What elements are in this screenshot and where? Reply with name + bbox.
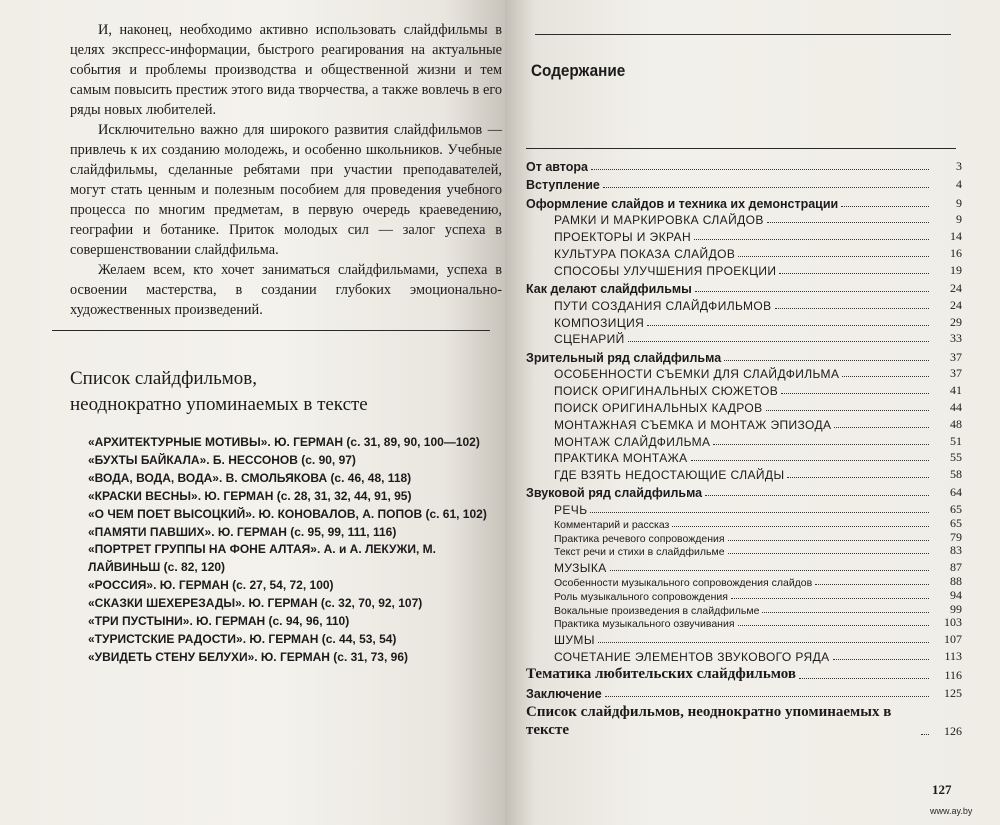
- toc-entry-label: МОНТАЖНАЯ СЪЕМКА И МОНТАЖ ЭПИЗОДА: [554, 417, 832, 432]
- toc-entry: [526, 227, 962, 244]
- toc-entry-label: МУЗЫКА: [554, 561, 607, 576]
- toc-entry-page: 29: [950, 314, 962, 329]
- toc-leader-dots: [833, 658, 929, 660]
- toc-leader-dots: [841, 205, 929, 207]
- film-item: «БУХТЫ БАЙКАЛА». Б. НЕССОНОВ (с. 90, 97): [88, 452, 356, 467]
- toc-entry: [526, 482, 962, 500]
- toc-entry-label: Роль музыкального сопровождения: [554, 590, 728, 603]
- toc-leader-dots: [738, 624, 929, 626]
- film-item: «ТРИ ПУСТЫНИ». Ю. ГЕРМАН (с. 94, 96, 110): [88, 614, 350, 629]
- film-item: «РОССИЯ». Ю. ГЕРМАН (с. 27, 54, 72, 100): [88, 578, 334, 593]
- toc-entry-page: 44: [950, 399, 962, 414]
- toc-entry: [526, 261, 962, 278]
- toc-leader-dots: [799, 677, 929, 679]
- toc-entry: [526, 465, 962, 482]
- toc-entry: [526, 664, 962, 683]
- toc-entry: [526, 701, 962, 739]
- toc-entry-page: 24: [950, 280, 962, 295]
- toc-entry-label: Список слайдфильмов, неоднократно упоминаемых в тексте: [526, 704, 892, 739]
- toc-entry: [526, 211, 962, 228]
- film-item: «СКАЗКИ ШЕХЕРЕЗАДЫ». Ю. ГЕРМАН (с. 32, 70, 92, 107): [88, 596, 423, 611]
- toc-entry: [526, 313, 962, 330]
- toc-leader-dots: [767, 221, 929, 223]
- toc-entry: [526, 449, 962, 466]
- toc-entry: [526, 415, 962, 432]
- toc-entry-page: 41: [950, 383, 962, 398]
- film-list-title-line1: Список слайдфильмов,: [70, 368, 257, 389]
- toc-leader-dots: [728, 552, 929, 554]
- watermark: www.ay.by: [930, 806, 973, 816]
- film-item: «АРХИТЕКТУРНЫЕ МОТИВЫ». Ю. ГЕРМАН (с. 31, 89, 90, 100—102): [88, 435, 480, 449]
- toc-entry-page: 107: [944, 632, 962, 647]
- toc-leader-dots: [672, 525, 929, 527]
- toc-entry-page: 14: [950, 229, 962, 244]
- toc-entry-page: 126: [944, 724, 962, 739]
- toc-entry: [526, 432, 962, 449]
- toc-entry: [526, 617, 962, 631]
- toc-entry-label: ШУМЫ: [554, 633, 595, 648]
- toc-entry: [526, 381, 962, 398]
- toc-entry-label: Зрительный ряд слайдфильма: [526, 350, 722, 365]
- intro-paragraph: Исключительно важно для широкого развития слайдфильмов — привлечь к их созданию молодежь, и особенно школьников. Учебные слайдфильмы, сделанные ребятами при участии преподавателей, могут стать ценным и полезным пособием для проведения учебного процесса по многим предметам, в первую очередь краеведению, географии и ботанике. Приток молодых сил — залог успеха в совершенствовании слайдфильма.: [70, 122, 502, 258]
- toc-entry-label: От автора: [526, 160, 588, 175]
- toc-entry: [526, 603, 962, 617]
- toc-entry-page: 94: [950, 587, 962, 602]
- toc-leader-dots: [724, 359, 929, 361]
- toc-entry-label: Практика музыкального озвучивания: [554, 618, 735, 631]
- toc-entry-page: 51: [950, 433, 962, 448]
- toc-leader-dots: [766, 409, 929, 411]
- toc-entry-page: 58: [950, 467, 962, 482]
- toc-entry-label: Особенности музыкального сопровождения слайдов: [554, 577, 813, 590]
- toc-entry-label: ПРОЕКТОРЫ И ЭКРАН: [554, 230, 692, 245]
- toc-entry: [526, 589, 962, 603]
- toc-entry-label: РЕЧЬ: [554, 503, 588, 518]
- toc-leader-dots: [605, 695, 929, 697]
- toc-leader-dots: [590, 511, 929, 513]
- toc-title: Содержание: [531, 61, 626, 80]
- toc-leader-dots: [603, 186, 929, 188]
- toc-entry-label: Как делают слайдфильмы: [526, 281, 692, 296]
- intro-paragraph: И, наконец, необходимо активно использовать слайдфильмы в целях экспресс-информации, быстрого реагирования на актуальные события и проблемы производства и общественной жизни и тем самым повысить престиж этого вида творчества, а также вовлечь в его ряды новых любителей.: [70, 22, 502, 118]
- toc-entry: [526, 517, 962, 531]
- toc-entry-page: 4: [956, 177, 962, 192]
- film-item: «ПАМЯТИ ПАВШИХ». Ю. ГЕРМАН (с. 95, 99, 111, 116): [88, 524, 397, 539]
- toc-entry: [526, 647, 962, 664]
- film-list-title: [70, 366, 490, 418]
- toc-entry-page: 65: [950, 502, 962, 517]
- toc-entry: [526, 278, 962, 296]
- toc-entry-label: ПУТИ СОЗДАНИЯ СЛАЙДФИЛЬМОВ: [554, 298, 772, 313]
- film-item: «ПОРТРЕТ ГРУППЫ НА ФОНЕ АЛТАЯ». А. и А. ЛЕКУЖИ, М. ЛАЙВИНЬШ (с. 82, 120): [88, 542, 436, 575]
- toc-entry-label: ПОИСК ОРИГИНАЛЬНЫХ КАДРОВ: [554, 400, 763, 415]
- toc-leader-dots: [691, 459, 929, 461]
- toc-entry-page: 9: [956, 195, 962, 210]
- toc-entry-page: 9: [956, 212, 962, 227]
- header-rule: [535, 34, 951, 35]
- intro-paragraph: Желаем всем, кто хочет заниматься слайдфильмами, успеха в освоении мастерства, в создании глубоких эмоционально-художественных произведений.: [70, 262, 502, 318]
- toc-leader-dots: [694, 238, 929, 240]
- toc-entry-label: СЦЕНАРИЙ: [554, 332, 625, 347]
- toc-leader-dots: [762, 611, 929, 613]
- toc-entry-page: 37: [950, 366, 962, 381]
- toc-leader-dots: [731, 597, 929, 599]
- toc-entry-page: 125: [944, 686, 962, 701]
- toc-leader-dots: [787, 476, 929, 478]
- film-item: «УВИДЕТЬ СТЕНУ БЕЛУХИ». Ю. ГЕРМАН (с. 31, 73, 96): [88, 649, 408, 664]
- toc-entry: [526, 630, 962, 647]
- toc-entry-page: 65: [950, 515, 962, 530]
- toc-entry-label: Текст речи и стихи в слайдфильме: [554, 546, 725, 559]
- toc-entry-label: ГДЕ ВЗЯТЬ НЕДОСТАЮЩИЕ СЛАЙДЫ: [554, 468, 785, 483]
- toc-entry-page: 79: [950, 529, 962, 544]
- toc-entry-page: 19: [950, 262, 962, 277]
- toc-leader-dots: [728, 539, 929, 541]
- toc-leader-dots: [647, 324, 929, 326]
- toc-entry: [526, 683, 962, 701]
- toc-entry-label: РАМКИ И МАРКИРОВКА СЛАЙДОВ: [554, 213, 764, 228]
- toc-entry-label: ПРАКТИКА МОНТАЖА: [554, 451, 688, 466]
- toc-leader-dots: [834, 426, 929, 428]
- section-divider: [52, 330, 490, 331]
- toc-entry-page: 99: [950, 601, 962, 616]
- toc-leader-dots: [815, 583, 929, 585]
- toc-entry-page: 48: [950, 416, 962, 431]
- toc-leader-dots: [591, 168, 929, 170]
- toc-entry-page: 33: [950, 331, 962, 346]
- toc-entry: [526, 156, 962, 174]
- toc-leader-dots: [781, 392, 929, 394]
- film-item: «О ЧЕМ ПОЕТ ВЫСОЦКИЙ». Ю. КОНОВАЛОВ, А. ПОПОВ (с. 61, 102): [88, 506, 487, 521]
- toc-entry-label: Комментарий и рассказ: [554, 518, 670, 531]
- toc-leader-dots: [705, 494, 929, 496]
- toc-entry-label: СПОСОБЫ УЛУЧШЕНИЯ ПРОЕКЦИИ: [554, 263, 777, 278]
- toc-entry: [526, 244, 962, 261]
- toc-entry: [526, 558, 962, 575]
- toc-entry: [526, 398, 962, 415]
- film-item: «ТУРИСТСКИЕ РАДОСТИ». Ю. ГЕРМАН (с. 44, 53, 54): [88, 631, 397, 646]
- toc-entry-label: Тематика любительских слайдфильмов: [526, 666, 796, 683]
- toc-entry-page: 116: [944, 668, 962, 683]
- page-number: 127: [932, 782, 952, 797]
- toc-leader-dots: [598, 641, 929, 643]
- toc-entry-page: 113: [944, 649, 962, 664]
- toc-entry-label: Заключение: [526, 687, 602, 702]
- toc-entry: [526, 531, 962, 545]
- toc-entry: [526, 500, 962, 517]
- toc-leader-dots: [779, 272, 929, 274]
- toc-entry: [526, 192, 962, 210]
- toc-leader-dots: [738, 255, 929, 257]
- film-list: [88, 434, 494, 667]
- toc-entry: [526, 545, 962, 559]
- toc-leader-dots: [610, 569, 929, 571]
- toc-entry-page: 103: [944, 615, 962, 630]
- toc-entry-label: КОМПОЗИЦИЯ: [554, 315, 645, 330]
- toc-entry-page: 87: [950, 560, 962, 575]
- film-list-title-line2: неоднократно упоминаемых в тексте: [70, 394, 368, 415]
- toc-entry-label: Звуковой ряд слайдфильма: [526, 486, 703, 501]
- toc-entry-page: 16: [950, 245, 962, 260]
- toc-leader-dots: [775, 307, 929, 309]
- toc-entry-label: Оформление слайдов и техника их демонстрации: [526, 196, 839, 211]
- toc-leader-dots: [842, 375, 929, 377]
- toc-entry: [526, 296, 962, 313]
- toc-entry-label: ОСОБЕННОСТИ СЪЕМКИ ДЛЯ СЛАЙДФИЛЬМА: [554, 367, 840, 382]
- toc-entry: [526, 346, 962, 364]
- toc-rule: [526, 148, 956, 149]
- toc-entry-label: ПОИСК ОРИГИНАЛЬНЫХ СЮЖЕТОВ: [554, 384, 779, 399]
- toc-entry-page: 24: [950, 297, 962, 312]
- toc-entry-page: 37: [950, 349, 962, 364]
- film-item: «ВОДА, ВОДА, ВОДА». В. СМОЛЬЯКОВА (с. 46, 48, 118): [88, 470, 412, 485]
- toc-entry-page: 55: [950, 450, 962, 465]
- toc-leader-dots: [713, 443, 929, 445]
- toc-entry-label: СОЧЕТАНИЕ ЭЛЕМЕНТОВ ЗВУКОВОГО РЯДА: [554, 650, 830, 665]
- toc-leader-dots: [921, 733, 929, 735]
- toc-entry-page: 3: [956, 159, 962, 174]
- table-of-contents: [526, 156, 962, 739]
- toc-leader-dots: [628, 340, 929, 342]
- toc-entry: [526, 365, 962, 382]
- toc-entry-label: Вокальные произведения в слайдфильме: [554, 604, 760, 617]
- toc-entry-page: 83: [950, 543, 962, 558]
- toc-entry: [526, 330, 962, 347]
- toc-entry-page: 64: [950, 485, 962, 500]
- toc-entry: [526, 575, 962, 589]
- toc-entry-label: Вступление: [526, 178, 600, 193]
- toc-entry-page: 88: [950, 574, 962, 589]
- toc-leader-dots: [695, 290, 929, 292]
- toc-entry-label: КУЛЬТУРА ПОКАЗА СЛАЙДОВ: [554, 246, 736, 261]
- toc-entry: [526, 174, 962, 192]
- intro-text: [70, 20, 502, 320]
- toc-entry-label: МОНТАЖ СЛАЙДФИЛЬМА: [554, 434, 711, 449]
- toc-entry-label: Практика речевого сопровождения: [554, 532, 725, 545]
- film-item: «КРАСКИ ВЕСНЫ». Ю. ГЕРМАН (с. 28, 31, 32, 44, 91, 95): [88, 488, 412, 503]
